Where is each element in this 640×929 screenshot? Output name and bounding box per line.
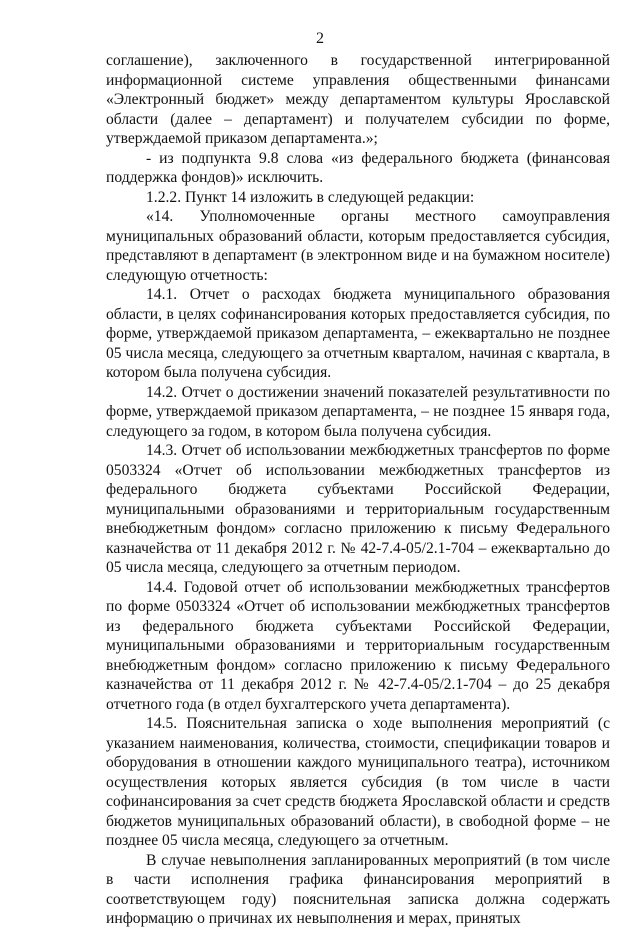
paragraph-14-4: 14.4. Годовой отчет об использовании межбюджетных трансфертов по форме 0503324 «Отчет об использовании межбюджетных трансфертов из федерального бюджета субъектами Российской Федерации, муниципальными образованиями и территориальным государственным внебюджетным фондом» согласно приложению к письму Федерального казначейства от 11 декабря 2012 г. № 42-7.4-05/2.1-704 – до 25 декабря отчетного года (в отдел бухгалтерского учета департамента). (106, 578, 610, 713)
paragraph-14-1: 14.1. Отчет о расходах бюджета муниципального образования области, в целях софинансирования которых предоставляется субсидия, по форме, утверждаемой приказом департамента, – ежеквартально не позднее 05 числа месяца, следующего за отчетным кварталом, начиная с квартала, в котором была получена субсидия. (106, 286, 610, 381)
paragraph-14-5: 14.5. Пояснительная записка о ходе выполнения мероприятий (с указанием наименования, количества, стоимости, спецификации товаров и оборудования в отношении каждого муниципального театра), источником осуществления которых является субсидия (в том числе в части софинансирования за счет средств бюджета Ярославской области и средств бюджетов муниципальных образований области), в свободной форме – не позднее 05 числа месяца, следующего за отчетным. (106, 715, 610, 849)
paragraph-subclause-9-8: - из подпункта 9.8 слова «из федерального бюджета (финансовая поддержка фондов)» исключить. (106, 149, 610, 186)
paragraph-agreement-continuation: соглашение), заключенного в государственной интегрированной информационной системе управления общественными финансами «Электронный бюджет» между департаментом культуры Ярославской области (далее – департамент) и получателем субсидии по форме, утверждаемой приказом департамента.»; (106, 52, 610, 147)
paragraph-14-3: 14.3. Отчет об использовании межбюджетных трансфертов по форме 0503324 «Отчет об использовании межбюджетных трансфертов из федерального бюджета субъектами Российской Федерации, муниципальными образованиями и территориальным государственным внебюджетным фондом» согласно приложению к письму Федерального казначейства от 11 декабря 2012 г. № 42-7.4-05/2.1-704 – ежеквартально до 05 числа месяца, следующего за отчетным периодом. (106, 442, 610, 576)
paragraph-non-fulfillment: В случае невыполнения запланированных мероприятий (в том числе в части исполнения графика финансирования мероприятий в соответствующем году) пояснительная записка должна содержать информацию о причинах их невыполнения и мерах, принятых (106, 851, 610, 927)
paragraph-1-2-2: 1.2.2. Пункт 14 изложить в следующей редакции: (146, 188, 475, 206)
paragraph-14-2: 14.2. Отчет о достижении значений показателей результативности по форме, утверждаемой приказом департамента, – не позднее 15 января года, следующего за годом, в котором была получена субсидия. (106, 383, 610, 440)
document-body (106, 51, 610, 929)
paragraph-clause-14: «14. Уполномоченные органы местного самоуправления муниципальных образований области, которым предоставляется субсидия, представляют в департамент (в электронном виде и на бумажном носителе) следующую отчетность: (106, 208, 610, 284)
page-number: 2 (316, 30, 324, 47)
